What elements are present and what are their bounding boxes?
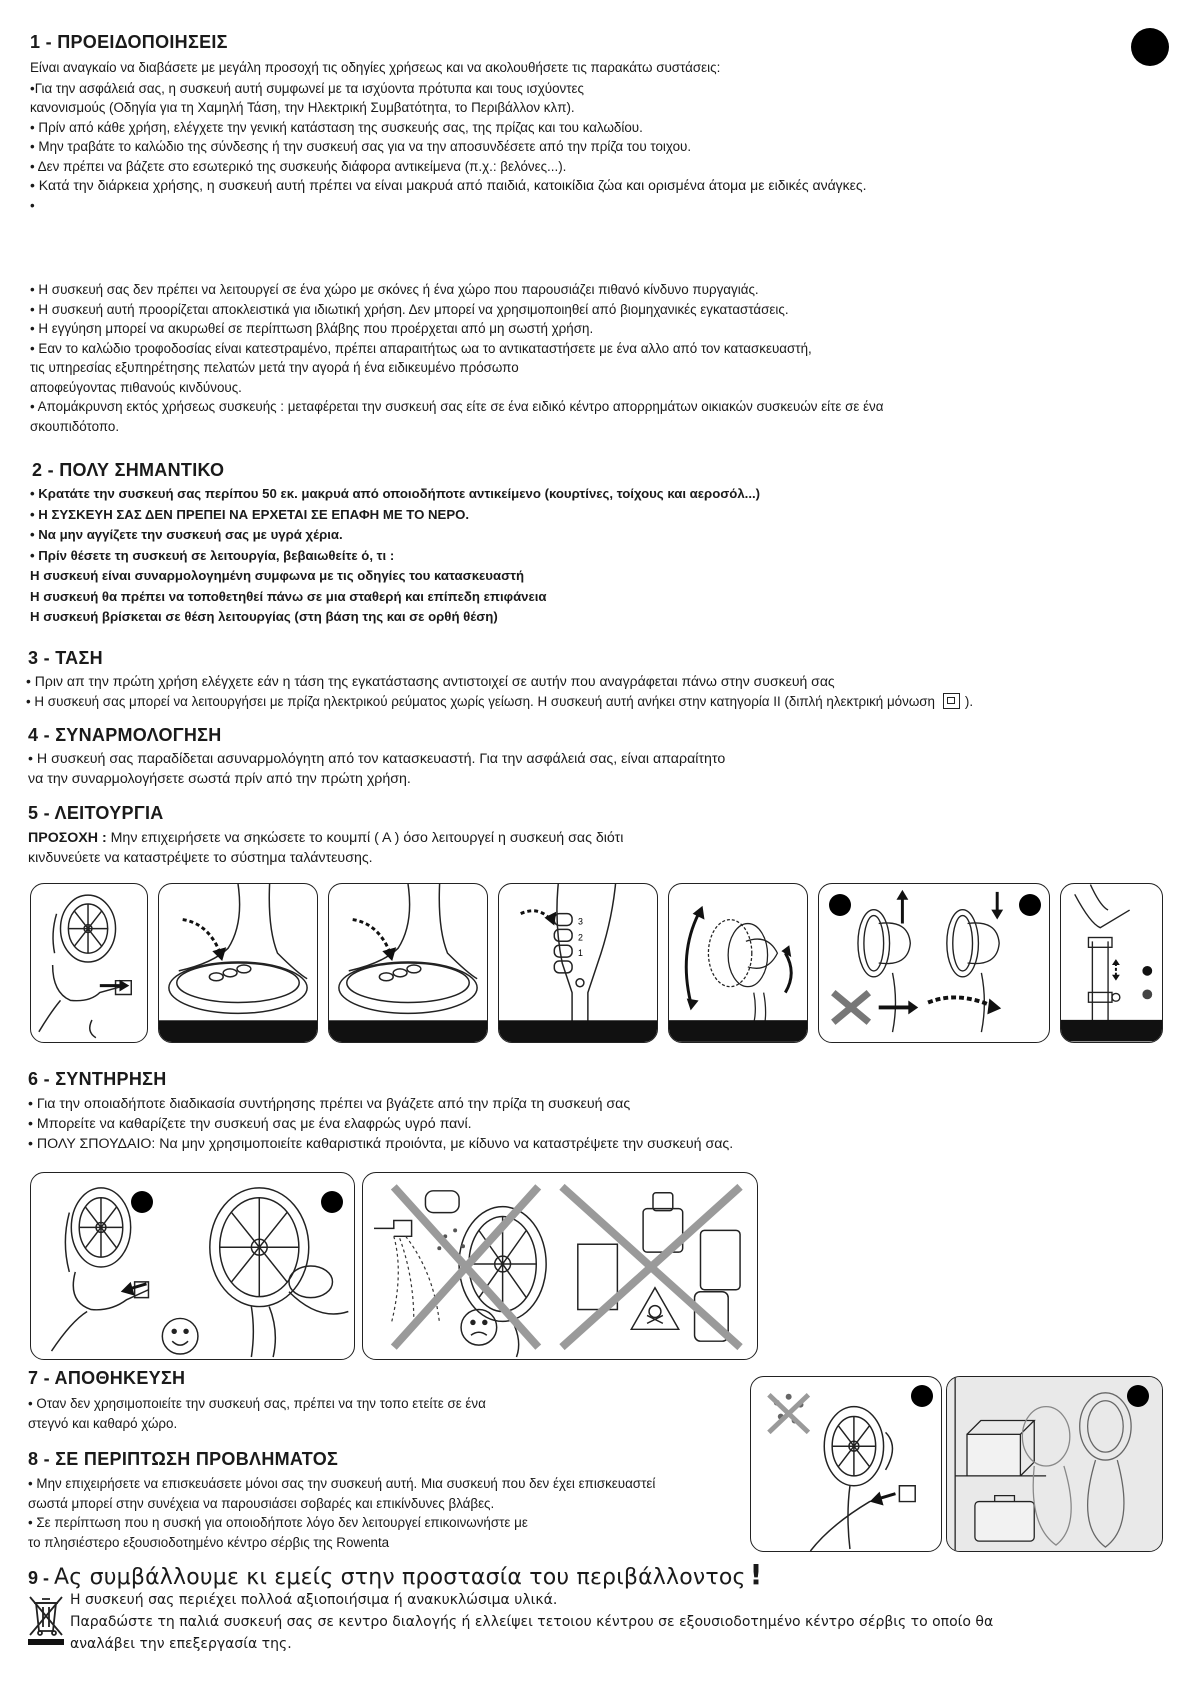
section-6-body [28,1094,733,1154]
warning-line: • Κατά την διάρκεια χρήσης, η συσκευή αυτή πρέπει να είναι μακρυά από παιδιά, κατοικίδια ζώα και ορισμένα άτομα με ειδικές ανάγκες. [30,177,867,193]
warning-line: • Απομάκρυνση εκτός χρήσεως συσκευής : μεταφέρεται την συσκευή σας είτε σε ένα ειδικό κέντρο απορρημάτων οικιακών συσκευών είτε σε ένα [30,399,884,414]
section-4-body [28,749,725,789]
voltage-line: • Η συσκευή σας μπορεί να λειτουργήσει με πρίζα ηλεκτρικού ρεύματος χωρίς γείωση. Η συσκευή αυτή ανήκει στην κατηγορία II (διπλή ηλεκτρική μόνωση [26,693,935,709]
illustration-press-button-1 [158,883,318,1043]
illustration-storage-unplug [750,1376,942,1552]
section-9-exclamation: ! [749,1558,763,1591]
problem-line: το πλησιέστερο εξουσιοδοτημένο κέντρο σέρβις της Rowenta [28,1534,390,1550]
illustration-height-adjust [1060,883,1163,1043]
warning-line: • Η εγγύηση μπορεί να ακυρωθεί σε περίπτωση βλάβης που προέρχεται από μη σωστή χρήση. [30,321,594,336]
important-line: • Η ΣΥΣΚΕΥΗ ΣΑΣ ΔΕΝ ΠΡΕΠΕΙ ΝΑ ΕΡΧΕΤΑΙ ΣΕ ΕΠΑΦΗ ΜΕ ΤΟ ΝΕΡΟ. [30,506,470,522]
voltage-line-end: ). [964,693,974,709]
assembly-line: να την συναρμολογήσετε σωστά πρίν από την πρώτη χρήση. [28,771,411,787]
section-6-title: 6 - ΣΥΝΤΗΡΗΣΗ [28,1069,167,1089]
storage-line: στεγνό και καθαρό χώρο. [28,1415,178,1431]
warning-line: • Μην τραβάτε το καλώδιο της σύνδεσης ή την συσκευή σας για να την αποσυνδέσετε από την πρίζα του τοιχου. [30,139,692,154]
section-7-title: 7 - ΑΠΟΘΗΚΕΥΣΗ [28,1368,186,1388]
section-9-body [70,1589,993,1655]
step-marker-icon [131,1191,153,1213]
section-2-body [30,484,760,628]
step-marker-icon [321,1191,343,1213]
warning-line: • [30,197,35,213]
section-3-body [26,672,973,711]
illustration-speed-buttons [498,883,658,1043]
section-9-number: 9 - [28,1568,55,1588]
step-marker-icon [1019,894,1041,916]
warning-line: σκουπιδότοπο. [30,418,120,434]
speed-label-2: 2 [578,932,583,943]
illustration-cleaning-ok [30,1172,355,1360]
section-3-title: 3 - ΤΑΣΗ [28,648,103,668]
warning-text: Μην επιχειρήσετε να σηκώσετε το κουμπί ( Α ) όσο λειτουργεί η συσκευή σας διότι [106,830,624,846]
section-1-intro: Είναι αναγκαίο να διαβάσετε με μεγάλη προσοχή τις οδηγίες χρήσεως και να ακολουθήσετε τις παρακάτω συστάσεις: [30,60,721,75]
warning-line: • Δεν πρέπει να βάζετε στο εσωτερικό της συσκευής διάφορα αντικείμενα (π.χ.: βελόνες...). [30,158,567,174]
illustration-storage-cupboard [946,1376,1163,1552]
section-1-body [30,58,867,215]
warning-label: ΠΡΟΣΟΧΗ : [28,830,107,846]
important-line: Η συσκευή βρίσκεται σε θέση λειτουργίας (στη βάση της και σε ορθή θέση) [30,609,498,624]
warning-line: •Για την ασφάλειά σας, η συσκευή αυτή συμφωνεί με τα ισχύοντα πρότυπα και τους ισχύοντες [30,80,584,96]
warning-line: κανονισμούς (Οδηγία για τη Χαμηλή Τάση, την Ηλεκτρική Συμβατότητα, το Περιβάλλον κλπ). [30,100,575,115]
section-9-title [28,1558,762,1591]
illustration-press-button-2 [328,883,488,1043]
warning-text-2: κινδυνεύετε να καταστρέψετε το σύστημα ταλάντευσης. [28,850,373,866]
section-9-heading: Ας συμβάλλουμε κι εμείς στην προστασία του περιβάλλοντος [54,1565,746,1590]
warning-line: αποφεύγοντας πιθανούς κινδύνους. [30,379,242,395]
section-8-body [28,1474,655,1552]
important-line: Η συσκευή είναι συναρμολογημένη συμφωνα με τις οδηγίες του κατασκευαστή [30,568,525,583]
illustration-oscillation [668,883,808,1043]
voltage-line: • Πριν απ την πρώτη χρήση ελέγχετε εάν η τάση της εγκατάστασης αντιστοιχεί σε αυτήν που αναγράφεται πάνω στην συσκευή σας [26,673,835,689]
illustration-unplug [30,883,148,1043]
important-line: • Να μην αγγίζετε την συσκευή σας με υγρά χέρια. [30,527,343,542]
warning-line: τις υπηρεσίας εξυπηρέτησης πελατών μετά την αγορά ή ένα ειδικευμένο πρόσωπο [30,360,519,375]
section-1-body-2 [30,280,883,436]
double-insulation-icon [943,693,960,709]
illustration-tilt-adjust [818,883,1050,1043]
problem-line: • Μην επιχειρήσετε να επισκευάσετε μόνοι σας την συσκευή αυτή. Μια συσκευή που δεν έχει επισκευαστεί [28,1476,656,1491]
speed-label-3: 3 [578,916,583,927]
crossed-bin-icon [26,1593,66,1645]
maintenance-line: • ΠΟΛΥ ΣΠΟΥΔΑΙΟ: Να μην χρησιμοποιείτε καθαριστικά προιόντα, με κίδυνο να καταστρέψετε την συσκευή σας. [28,1136,734,1152]
section-8-title: 8 - ΣΕ ΠΕΡΙΠΤΩΣΗ ΠΡΟΒΛΗΜΑΤΟΣ [28,1449,339,1469]
maintenance-line: • Μπορείτε να καθαρίζετε την συσκευή σας με ένα ελαφρώς υγρό πανί. [28,1116,472,1132]
warning-line: • Πρίν από κάθε χρήση, ελέγχετε την γενική κατάσταση της συσκευής σας, της πρίζας και του καλωδίου. [30,119,643,135]
section-7-body [28,1394,486,1433]
environment-line: αναλάβει την επεξεργασία της. [70,1636,292,1652]
assembly-line: • Η συσκευή σας παραδίδεται ασυναρμολόγητη από τον κατασκευαστή. Για την ασφάλειά σας, είναι απαραίτητο [28,751,726,767]
problem-line: • Σε περίπτωση που η συσκή για οποιοδήποτε λόγο δεν λειτουργεί επικοινωνήστε με [28,1515,528,1530]
warning-line: • Εαν το καλώδιο τροφοδοσίας είναι κατεστραμένο, πρέπει απαραιτήτως ωα το αντικαταστήσετε με ένα αλλο από τον κατασκευαστή, [30,340,812,356]
important-line: • Κρατάτε την συσκευή σας περίπου 50 εκ. μακρυά από οποιοδήποτε αντικείμενο (κουρτίνες, τοίχους και αεροσόλ...) [30,486,761,501]
maintenance-line: • Για την οποιαδήποτε διαδικασία συντήρησης πρέπει να βγάζετε από την πρίζα τη συσκευή σας [28,1096,631,1112]
illustration-cleaning-forbidden [362,1172,758,1360]
speed-label-1: 1 [578,948,583,959]
environment-line: Παραδώστε τη παλιά συσκευή σας σε κεντρο διαλογής ή ελλείψει τετοιου κέντρου σε εξουσιοδοτημένο κέντρο σέρβις το οποίο θα [70,1614,994,1630]
section-2-title: 2 - ΠΟΛΥ ΣΗΜΑΝΤΙΚΟ [32,460,225,480]
warning-line: • Η συσκευή αυτή προορίζεται αποκλειστικά για ιδιωτική χρήση. Δεν μπορεί να χρησιμοποιηθεί από βιομηχανικές εγκαταστάσεις. [30,301,789,317]
problem-line: σωστά μπορεί στην συνέχεια να παρουσιάσει σοβαρές και επικίνδυνες βλάβες. [28,1495,495,1511]
step-marker-icon [829,894,851,916]
step-marker-icon [911,1385,933,1407]
step-marker-icon [1127,1385,1149,1407]
section-5-title: 5 - ΛΕΙΤΟΥΡΓΙΑ [28,803,164,823]
storage-line: • Οταν δεν χρησιμοποιείτε την συσκευή σας, πρέπει να την τοπο ετείτε σε ένα [28,1396,486,1411]
section-5-warning [28,828,623,868]
section-4-title: 4 - ΣΥΝΑΡΜΟΛΟΓΗΣΗ [28,725,222,745]
warning-line: • Η συσκευή σας δεν πρέπει να λειτουργεί σε ένα χώρο με σκόνες ή ένα χώρο που παρουσιάζει πιθανό κίνδυνο πυργαγιάς. [30,282,759,297]
section-1-title: 1 - ΠΡΟΕΙΔΟΠΟΙΗΣΕΙΣ [30,32,228,52]
important-line: • Πρίν θέσετε τη συσκευή σε λειτουργία, βεβαιωθείτε ό, τι : [30,547,395,563]
environment-line: Η συσκευή σας περιέχει πολλοά αξιοποιήσιμα ή ανακυκλώσιμα υλικά. [70,1592,558,1608]
corner-marker-icon [1131,28,1169,66]
important-line: Η συσκευή θα πρέπει να τοποθετηθεί πάνω σε μια σταθερή και επίπεδη επιφάνεια [30,588,547,604]
